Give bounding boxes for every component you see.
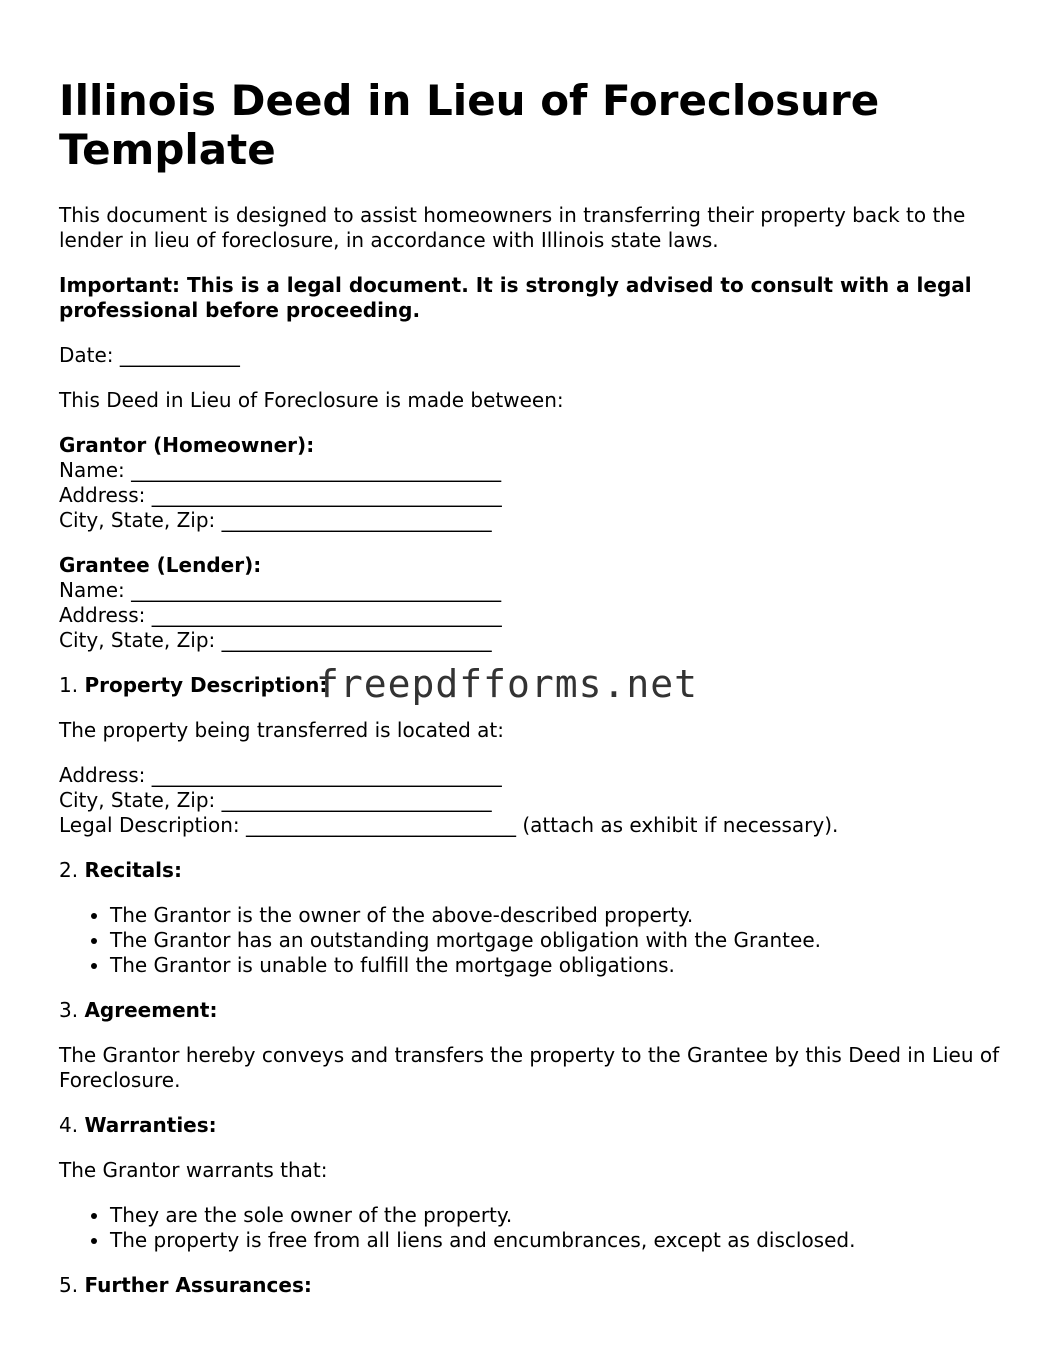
grantee-name-field: Name: _____________________________________ (59, 578, 502, 602)
property-legal-field: Legal Description: ___________________________ (attach as exhibit if necessary). (59, 813, 839, 837)
list-item: • The Grantor is the owner of the above-described property. (110, 903, 1009, 928)
section-2-number: 2. (59, 858, 85, 882)
property-address-field: Address: ___________________________________ (59, 763, 502, 787)
section-1-title: Property Description: (84, 673, 328, 697)
grantor-block (59, 433, 1009, 533)
property-block (59, 763, 1009, 838)
grantee-city-field: City, State, Zip: ___________________________ (59, 628, 492, 652)
section-4-text: The Grantor warrants that: (59, 1158, 328, 1182)
list-item: • They are the sole owner of the property. (110, 1203, 1009, 1228)
section-3-title: Agreement: (84, 998, 218, 1022)
grantor-address-field: Address: ___________________________________ (59, 483, 502, 507)
section-2-heading (59, 858, 1009, 883)
date-line: Date: ____________ (59, 343, 240, 367)
section-1-text: The property being transferred is located at: (59, 718, 504, 742)
section-3-heading (59, 998, 1009, 1023)
section-5-heading (59, 1273, 1009, 1298)
page-title: Illinois Deed in Lieu of Foreclosure Template (59, 76, 880, 174)
list-item: • The Grantor is unable to fulfill the mortgage obligations. (110, 953, 1009, 978)
list-item: • The Grantor has an outstanding mortgage obligation with the Grantee. (110, 928, 1009, 953)
grantor-heading: Grantor (Homeowner): (59, 433, 315, 457)
property-city-field: City, State, Zip: ___________________________ (59, 788, 492, 812)
section-4-number: 4. (59, 1113, 85, 1137)
list-item: • The property is free from all liens and encumbrances, except as disclosed. (110, 1228, 1009, 1253)
watermark-text: freepdfforms.net (316, 662, 699, 706)
section-3-number: 3. (59, 998, 85, 1022)
section-2-title: Recitals: (84, 858, 182, 882)
warranties-list (59, 1203, 1009, 1253)
made-between-text: This Deed in Lieu of Foreclosure is made between: (59, 388, 564, 412)
section-4-heading (59, 1113, 1009, 1138)
section-1-number: 1. (59, 673, 85, 697)
section-5-number: 5. (59, 1273, 85, 1297)
intro-paragraph: This document is designed to assist homeowners in transferring their property back to the lender in lieu of foreclosure, in accordance with Illinois state laws. (59, 203, 966, 252)
recitals-list (59, 903, 1009, 978)
grantee-heading: Grantee (Lender): (59, 553, 262, 577)
grantor-city-field: City, State, Zip: ___________________________ (59, 508, 492, 532)
grantee-address-field: Address: ___________________________________ (59, 603, 502, 627)
section-4-title: Warranties: (84, 1113, 217, 1137)
section-5-title: Further Assurances: (84, 1273, 312, 1297)
grantor-name-field: Name: _____________________________________ (59, 458, 502, 482)
section-3-text: The Grantor hereby conveys and transfers the property to the Grantee by this Deed in Lieu of Foreclosure. (59, 1043, 1000, 1092)
important-notice: Important: This is a legal document. It is strongly advised to consult with a legal professional before proceeding. (59, 273, 972, 322)
grantee-block (59, 553, 1009, 653)
